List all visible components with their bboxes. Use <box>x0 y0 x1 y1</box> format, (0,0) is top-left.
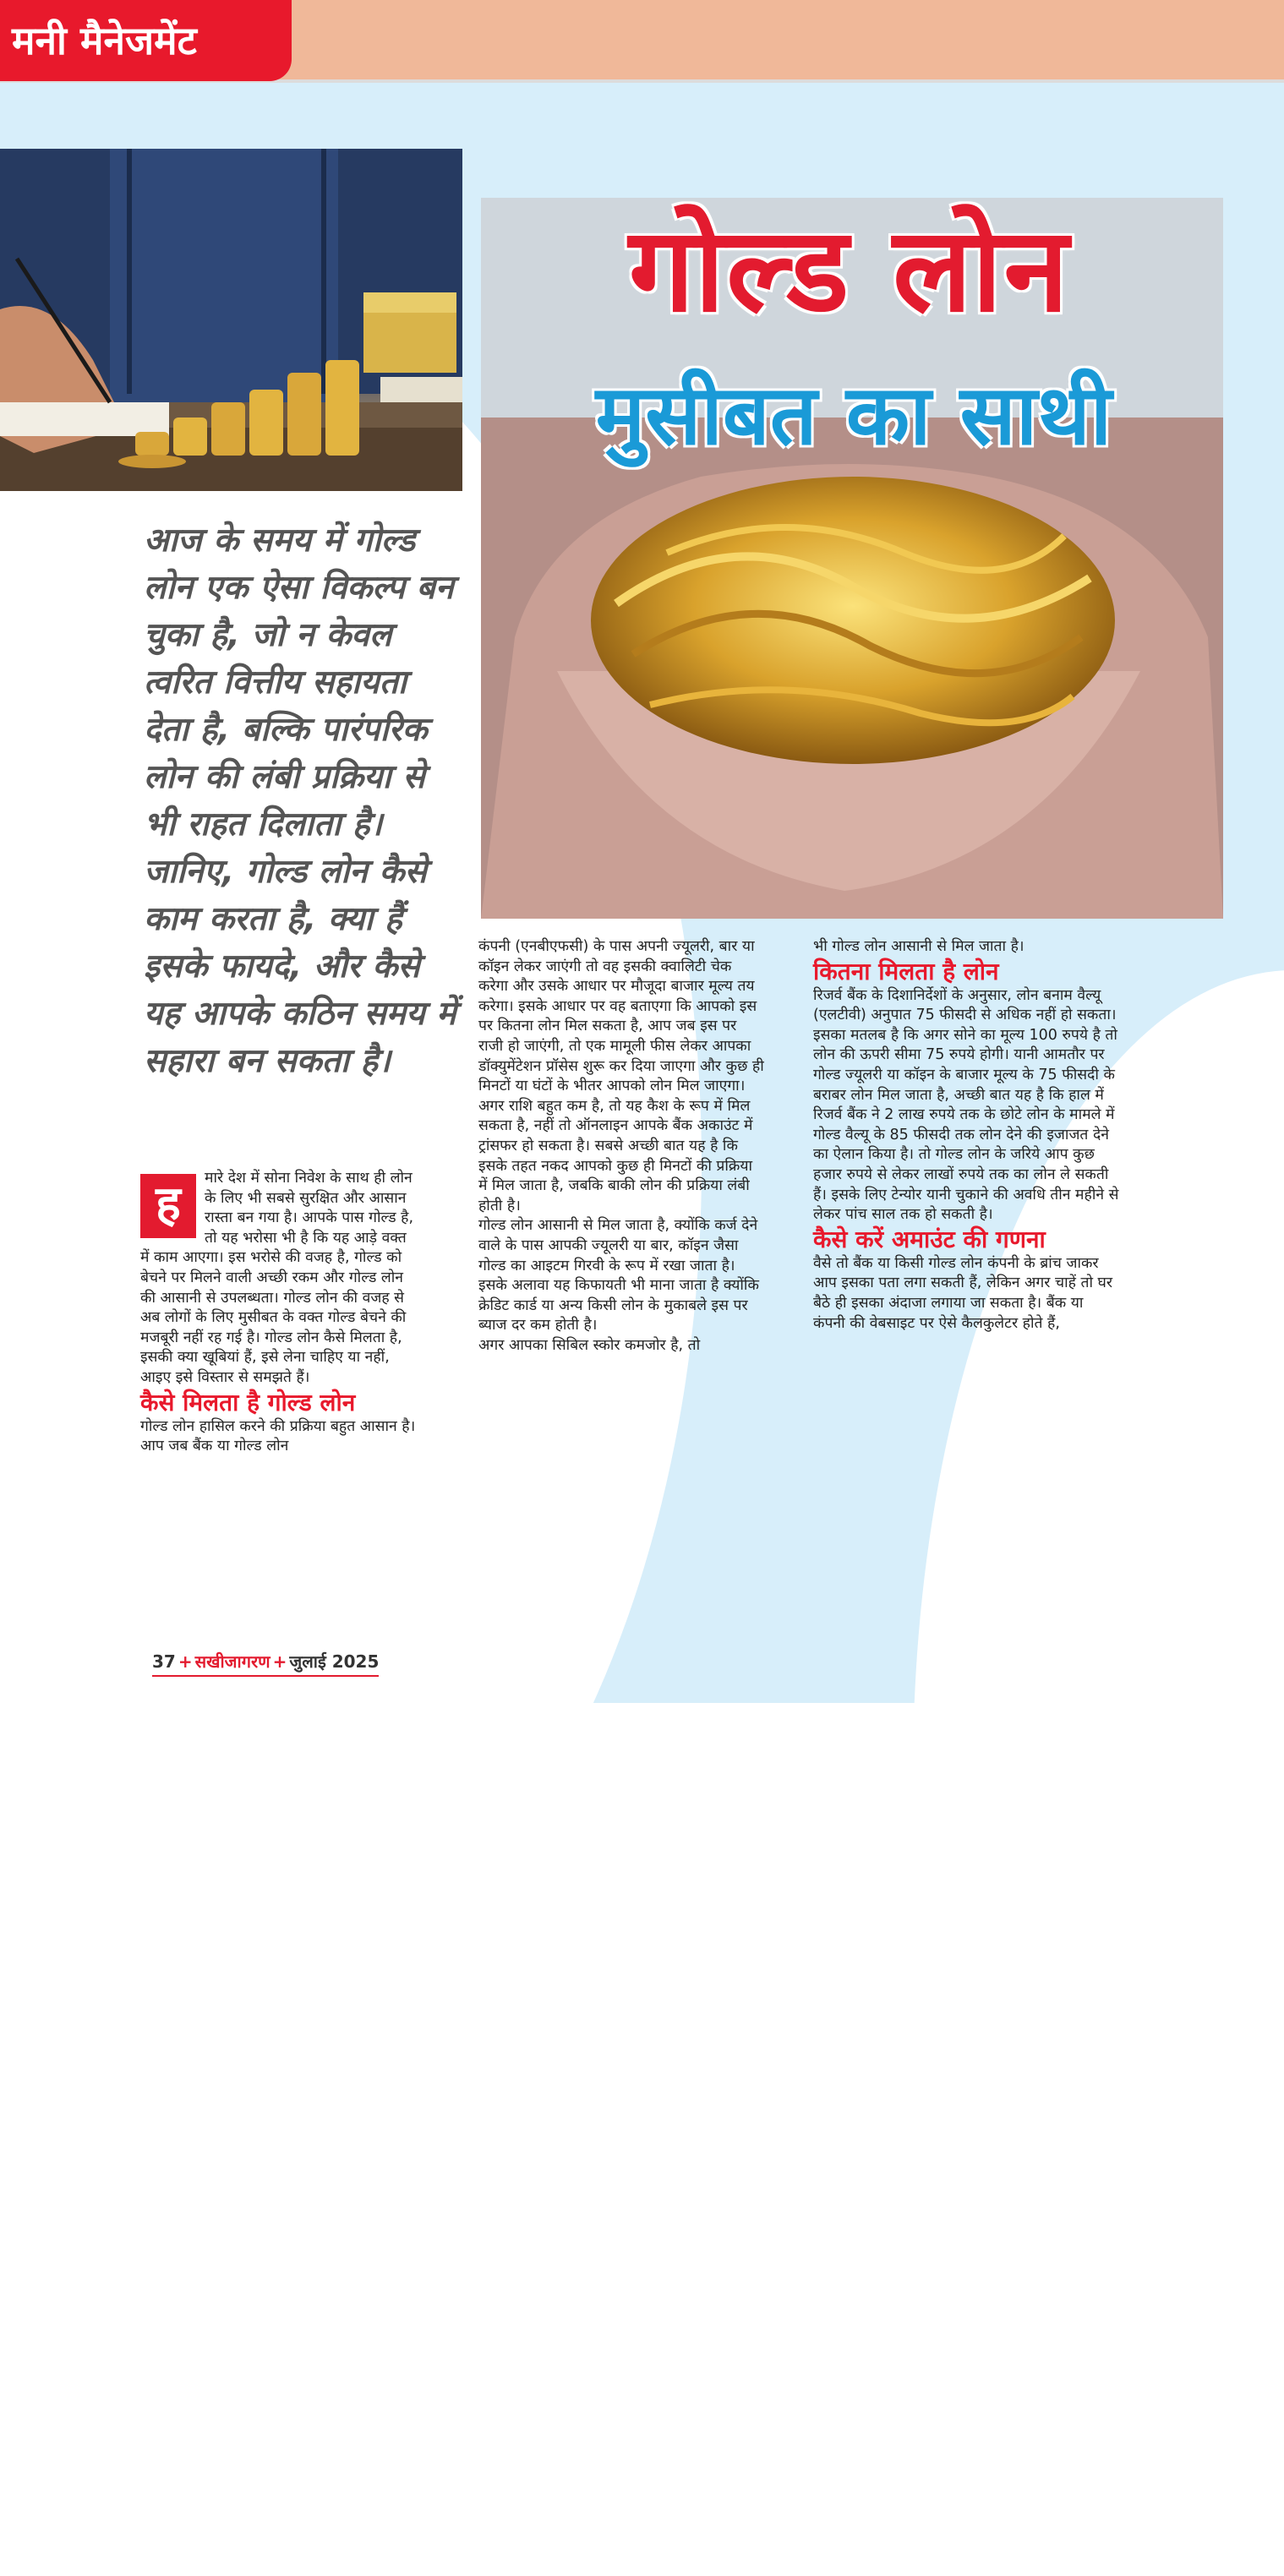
body-paragraph: गोल्ड लोन हासिल करने की प्रक्रिया बहुत आसान है। आप जब बैंक या गोल्ड लोन <box>140 1417 416 1455</box>
body-paragraph: मारे देश में सोना निवेश के साथ ही लोन के लिए भी सबसे सुरक्षित और आसान रास्ता बन गया है। आपके पास गोल्ड है, तो यह भरोसा भी है कि यह आड़े वक्त में काम आएगा। इस भरोसे की वजह है, गोल्ड को बेचने पर मिलने वाली अच्छी रकम और गोल्ड लोन की आसानी से उपलब्धता। गोल्ड लोन की वजह से अब लोगों के लिए मुसीबत के वक्त गोल्ड बेचने की मजबूरी नहीं रह गई है। गोल्ड लोन कैसे मिलता है, इसकी क्या खूबियां हैं, इसे लेना चाहिए या नहीं, आइए इसे विस्तार से समझते हैं। <box>140 1170 414 1386</box>
body-paragraph: वैसे तो बैंक या किसी गोल्ड लोन कंपनी के ब्रांच जाकर आप इसका पता लगा सकती हैं, लेकिन अगर चाहें तो घर बैठे ही इसका अंदाजा लगाया जा सकता है। बैंक या कंपनी की वेबसाइट पर ऐसे कैलकुलेटर होते हैं, <box>813 1254 1113 1332</box>
page-footer <box>152 1650 379 1673</box>
article-column-1 <box>140 1169 419 1457</box>
plus-icon: + <box>272 1651 287 1672</box>
magazine-name: सखीजागरण <box>194 1651 270 1672</box>
article-column-3 <box>813 937 1119 1334</box>
footer-divider <box>152 1675 379 1677</box>
plus-icon: + <box>178 1651 193 1672</box>
headline-main: गोल्ड लोन <box>628 202 1071 338</box>
body-paragraph: अगर आपका सिबिल स्कोर कमजोर है, तो <box>478 1336 701 1354</box>
page-number: 37 <box>152 1651 176 1672</box>
dropcap: ह <box>140 1174 196 1238</box>
issue-date: जुलाई 2025 <box>289 1651 380 1672</box>
section-heading: कितना मिलता है लोन <box>813 957 999 985</box>
section-tab: मनी मैनेजमेंट <box>0 0 292 81</box>
body-paragraph: गोल्ड लोन आसानी से मिल जाता है, क्योंकि कर्ज देने वाले के पास आपकी ज्यूलरी या बार, कॉइन जैसा गोल्ड का आइटम गिरवी के रूप में रखा जाता है। इसके अलावा यह किफायती भी माना जाता है क्योंकि क्रेडिट कार्ड या अन्य किसी लोन के मुकाबले इस पर ब्याज दर कम होती है। <box>478 1217 759 1334</box>
body-paragraph: रिजर्व बैंक के दिशानिर्देशों के अनुसार, लोन बनाम वैल्यू (एलटीवी) अनुपात 75 फीसदी से अधिक नहीं हो सकता। इसका मतलब है कि अगर सोने का मूल्य 100 रुपये है तो लोन की ऊपरी सीमा 75 रुपये होगी। यानी आमतौर पर गोल्ड ज्यूलरी या कॉइन के बाजार मूल्य के 75 फीसदी के बराबर लोन मिल जाता है, अच्छी बात यह है कि हाल में रिजर्व बैंक ने 2 लाख रुपये तक के छोटे लोन के मामले में गोल्ड वैल्यू के 85 फीसदी तक लोन देने की इजाजत देने का ऐलान किया है। तो गोल्ड लोन के जरिये आप कुछ हजार रुपये से लेकर लाखों रुपये तक का लोन ले सकती हैं। इसके लिए टेन्योर यानी चुकाने की अवधि तीन महीने से लेकर पांच साल तक हो सकती है। <box>813 986 1119 1224</box>
body-paragraph: कंपनी (एनबीएफसी) के पास अपनी ज्यूलरी, बार या कॉइन लेकर जाएंगी तो वह इसकी क्वालिटी चेक करेगा और उसके आधार पर मौजूदा बाजार मूल्य तय करेगा। इसके आधार पर वह बताएगा कि आपको इस पर कितना लोन मिल सकता है, आप जब इस पर राजी हो जाएंगी, तो एक मामूली फीस लेकर आपका डॉक्युमेंटेशन प्रॉसेस शुरू कर दिया जाएगा और कुछ ही मिनटों या घंटों के भीतर आपको लोन मिल जाएगा। अगर राशि बहुत कम है, तो यह कैश के रूप में मिल सकता है, नहीं तो ऑनलाइन आपके बैंक अकाउंट में ट्रांसफर हो सकता है। सबसे अच्छी बात यह है कि इसके तहत नकद आपको कुछ ही मिनटों की प्रक्रिया में मिल जाता है, जबकि बाकी लोन की प्रक्रिया लंबी होती है। <box>478 938 764 1214</box>
headline-sub: मुसीबत का साथी <box>595 368 1112 464</box>
article-column-2 <box>478 937 764 1356</box>
intro-paragraph: आज के समय में गोल्ड लोन एक ऐसा विकल्प बन चुका है, जो न केवल त्वरित वित्तीय सहायता देता है, बल्कि पारंपरिक लोन की लंबी प्रक्रिया से भी राहत दिलाता है। जानिए, गोल्ड लोन कैसे काम करता है, क्या हैं इसके फायदे, और कैसे यह आपके कठिन समय में सहारा बन सकता है। <box>144 521 456 1080</box>
photo-coins-writing <box>0 149 462 491</box>
body-paragraph: भी गोल्ड लोन आसानी से मिल जाता है। <box>813 938 1024 955</box>
section-heading: कैसे मिलता है गोल्ड लोन <box>140 1388 356 1416</box>
section-heading: कैसे करें अमाउंट की गणना <box>813 1225 1046 1253</box>
